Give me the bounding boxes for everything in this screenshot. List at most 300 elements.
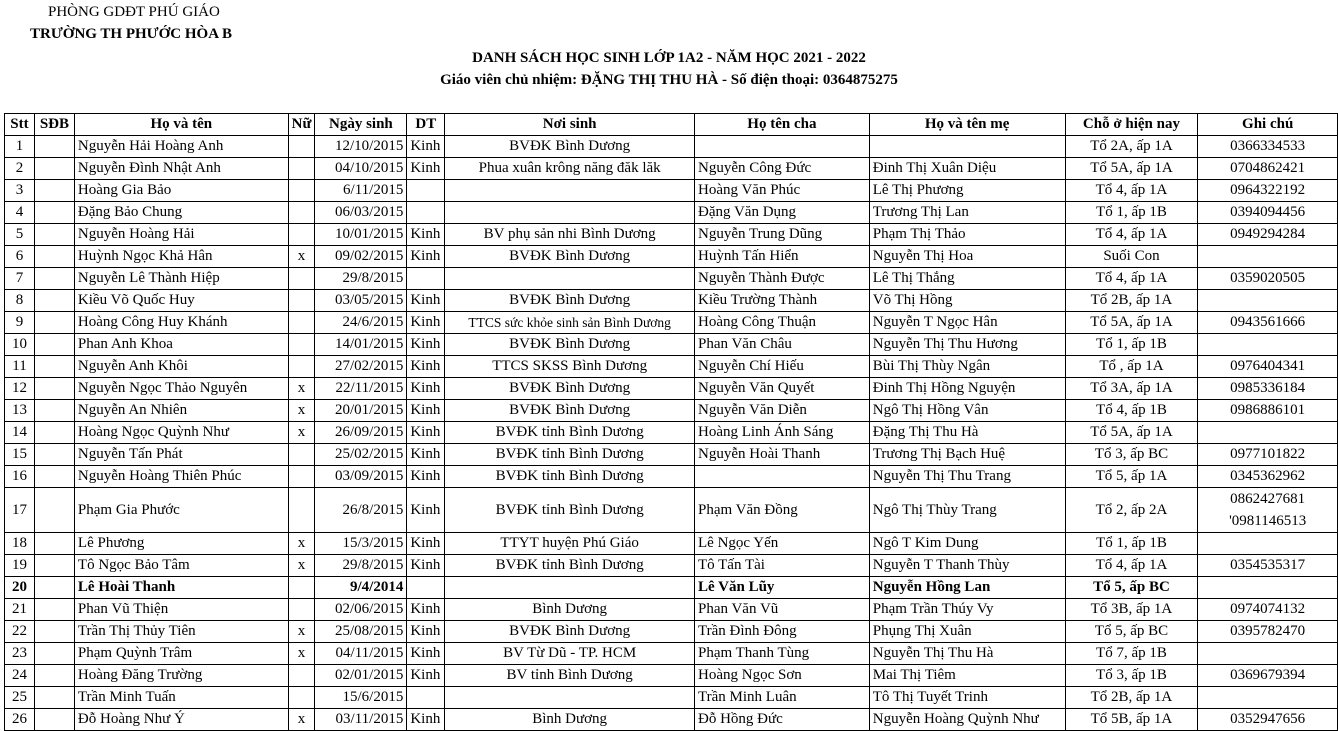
cell-sdb — [34, 136, 74, 158]
cell-address: Tổ 4, ấp 1A — [1065, 555, 1198, 577]
table-row — [5, 356, 1338, 378]
cell-address: Suối Con — [1065, 246, 1198, 268]
cell-birthplace: TTYT huyện Phú Giáo — [445, 533, 695, 555]
cell-name: Phạm Gia Phước — [74, 488, 288, 533]
cell-mother: Mai Thị Tiêm — [869, 665, 1065, 687]
cell-sdb — [34, 290, 74, 312]
cell-ethnic: Kinh — [407, 488, 445, 533]
table-row — [5, 687, 1338, 709]
cell-father: Phạm Thanh Tùng — [695, 643, 870, 665]
cell-note: 0985336184 — [1198, 378, 1338, 400]
cell-female: x — [288, 621, 315, 643]
cell-stt: 1 — [5, 136, 35, 158]
cell-ethnic: Kinh — [407, 599, 445, 621]
cell-ethnic: Kinh — [407, 158, 445, 180]
cell-birthplace — [445, 577, 695, 599]
table-row — [5, 268, 1338, 290]
student-list-table — [4, 113, 1338, 731]
cell-stt: 21 — [5, 599, 35, 621]
cell-sdb — [34, 466, 74, 488]
cell-address: Tổ 5A, ấp 1A — [1065, 312, 1198, 334]
cell-female — [288, 334, 315, 356]
cell-birthplace: TTCS sức khỏe sinh sản Bình Dương — [445, 312, 695, 334]
cell-sdb — [34, 356, 74, 378]
cell-mother: Nguyễn Thị Thu Hương — [869, 334, 1065, 356]
cell-birthplace — [445, 687, 695, 709]
col-dob-header: Ngày sinh — [315, 114, 407, 136]
col-stt-header: Stt — [5, 114, 35, 136]
cell-birthplace: Phua xuân krông năng đăk lăk — [445, 158, 695, 180]
table-row — [5, 158, 1338, 180]
cell-stt: 26 — [5, 709, 35, 731]
cell-ethnic: Kinh — [407, 400, 445, 422]
cell-dob: 02/01/2015 — [315, 665, 407, 687]
cell-mother: Ngô Thị Thùy Trang — [869, 488, 1065, 533]
cell-note: 0976404341 — [1198, 356, 1338, 378]
table-row — [5, 312, 1338, 334]
cell-birthplace: BVĐK Bình Dương — [445, 400, 695, 422]
cell-stt: 5 — [5, 224, 35, 246]
cell-sdb — [34, 422, 74, 444]
cell-mother: Trương Thị Bạch Huệ — [869, 444, 1065, 466]
cell-note: 0394094456 — [1198, 202, 1338, 224]
cell-note: 0977101822 — [1198, 444, 1338, 466]
cell-ethnic: Kinh — [407, 665, 445, 687]
cell-birthplace: BV phụ sản nhi Bình Dương — [445, 224, 695, 246]
cell-sdb — [34, 378, 74, 400]
cell-sdb — [34, 400, 74, 422]
table-row — [5, 621, 1338, 643]
cell-mother: Phụng Thị Xuân — [869, 621, 1065, 643]
cell-dob: 15/3/2015 — [315, 533, 407, 555]
cell-sdb — [34, 444, 74, 466]
cell-mother: Tô Thị Tuyết Trinh — [869, 687, 1065, 709]
cell-father: Phạm Văn Đồng — [695, 488, 870, 533]
cell-address: Tổ 1, ấp 1B — [1065, 202, 1198, 224]
cell-mother: Trương Thị Lan — [869, 202, 1065, 224]
cell-address: Tổ 2B, ấp 1A — [1065, 290, 1198, 312]
cell-stt: 24 — [5, 665, 35, 687]
table-row — [5, 180, 1338, 202]
cell-stt: 18 — [5, 533, 35, 555]
table-row — [5, 665, 1338, 687]
cell-address: Tổ 3, ấp 1B — [1065, 665, 1198, 687]
cell-address: Tổ 1, ấp 1B — [1065, 533, 1198, 555]
cell-dob: 03/05/2015 — [315, 290, 407, 312]
cell-stt: 12 — [5, 378, 35, 400]
cell-name: Trần Thị Thủy Tiên — [74, 621, 288, 643]
table-row — [5, 444, 1338, 466]
cell-ethnic — [407, 180, 445, 202]
cell-ethnic: Kinh — [407, 290, 445, 312]
cell-name: Hoàng Đăng Trường — [74, 665, 288, 687]
cell-mother: Phạm Trần Thúy Vy — [869, 599, 1065, 621]
cell-ethnic: Kinh — [407, 709, 445, 731]
cell-note: 0359020505 — [1198, 268, 1338, 290]
cell-dob: 9/4/2014 — [315, 577, 407, 599]
cell-dob: 22/11/2015 — [315, 378, 407, 400]
cell-ethnic: Kinh — [407, 246, 445, 268]
cell-father: Lê Ngọc Yến — [695, 533, 870, 555]
cell-mother: Nguyễn T Ngọc Hân — [869, 312, 1065, 334]
cell-ethnic: Kinh — [407, 466, 445, 488]
cell-dob: 29/8/2015 — [315, 555, 407, 577]
cell-female — [288, 136, 315, 158]
cell-female — [288, 665, 315, 687]
cell-dob: 03/09/2015 — [315, 466, 407, 488]
cell-mother — [869, 136, 1065, 158]
cell-address: Tổ 1, ấp 1B — [1065, 334, 1198, 356]
phone-line-2: '0981146513 — [1229, 513, 1307, 529]
cell-ethnic: Kinh — [407, 621, 445, 643]
cell-sdb — [34, 180, 74, 202]
cell-address: Tổ 4, ấp 1A — [1065, 180, 1198, 202]
cell-note: 0369679394 — [1198, 665, 1338, 687]
cell-female — [288, 180, 315, 202]
table-row — [5, 555, 1338, 577]
cell-birthplace: BVĐK tỉnh Bình Dương — [445, 466, 695, 488]
cell-address: Tổ 3, ấp BC — [1065, 444, 1198, 466]
cell-sdb — [34, 533, 74, 555]
cell-birthplace: Bình Dương — [445, 599, 695, 621]
cell-stt: 4 — [5, 202, 35, 224]
cell-note: 0354535317 — [1198, 555, 1338, 577]
cell-father: Đỗ Hồng Đức — [695, 709, 870, 731]
cell-father — [695, 136, 870, 158]
cell-dob: 04/10/2015 — [315, 158, 407, 180]
cell-address: Tổ 2, ấp 2A — [1065, 488, 1198, 533]
table-row — [5, 599, 1338, 621]
cell-female — [288, 312, 315, 334]
cell-mother: Phạm Thị Thảo — [869, 224, 1065, 246]
cell-name: Nguyễn Ngọc Thảo Nguyên — [74, 378, 288, 400]
cell-name: Nguyễn Hoàng Thiên Phúc — [74, 466, 288, 488]
col-female-header: Nữ — [288, 114, 315, 136]
cell-ethnic: Kinh — [407, 378, 445, 400]
cell-ethnic: Kinh — [407, 356, 445, 378]
cell-female: x — [288, 555, 315, 577]
cell-ethnic: Kinh — [407, 136, 445, 158]
table-row — [5, 224, 1338, 246]
table-row — [5, 202, 1338, 224]
cell-female: x — [288, 400, 315, 422]
cell-stt: 15 — [5, 444, 35, 466]
cell-name: Phan Anh Khoa — [74, 334, 288, 356]
cell-dob: 26/09/2015 — [315, 422, 407, 444]
col-sdb-header: SĐB — [34, 114, 74, 136]
cell-dob: 10/01/2015 — [315, 224, 407, 246]
cell-father: Nguyễn Thành Được — [695, 268, 870, 290]
cell-birthplace: BVĐK tỉnh Bình Dương — [445, 444, 695, 466]
cell-note: 0352947656 — [1198, 709, 1338, 731]
cell-ethnic: Kinh — [407, 444, 445, 466]
cell-name: Hoàng Công Huy Khánh — [74, 312, 288, 334]
phone-line-1: 0862427681 — [1230, 491, 1306, 507]
cell-dob: 15/6/2015 — [315, 687, 407, 709]
cell-mother: Đinh Thị Xuân Diệu — [869, 158, 1065, 180]
cell-name: Hoàng Gia Bảo — [74, 180, 288, 202]
teacher-line: Giáo viên chủ nhiệm: ĐẶNG THỊ THU HÀ - Số điện thoại: 0364875275 — [440, 72, 898, 88]
cell-female — [288, 488, 315, 533]
cell-stt: 7 — [5, 268, 35, 290]
cell-birthplace: Bình Dương — [445, 709, 695, 731]
cell-father: Nguyễn Chí Hiếu — [695, 356, 870, 378]
cell-address: Tổ 5, ấp BC — [1065, 577, 1198, 599]
cell-female: x — [288, 533, 315, 555]
cell-stt: 10 — [5, 334, 35, 356]
cell-dob: 02/06/2015 — [315, 599, 407, 621]
cell-father: Hoàng Ngọc Sơn — [695, 665, 870, 687]
cell-stt: 3 — [5, 180, 35, 202]
cell-father: Hoàng Văn Phúc — [695, 180, 870, 202]
cell-address: Tổ , ấp 1A — [1065, 356, 1198, 378]
cell-stt: 17 — [5, 488, 35, 533]
cell-ethnic — [407, 268, 445, 290]
cell-sdb — [34, 202, 74, 224]
table-row — [5, 378, 1338, 400]
cell-mother: Nguyễn Thị Thu Hà — [869, 643, 1065, 665]
cell-ethnic — [407, 687, 445, 709]
cell-father: Nguyễn Văn Quyết — [695, 378, 870, 400]
cell-dob: 04/11/2015 — [315, 643, 407, 665]
cell-note — [1198, 577, 1338, 599]
cell-birthplace: BVĐK tỉnh Bình Dương — [445, 422, 695, 444]
cell-note: 0974074132 — [1198, 599, 1338, 621]
cell-stt: 9 — [5, 312, 35, 334]
cell-address: Tổ 2B, ấp 1A — [1065, 687, 1198, 709]
cell-mother: Võ Thị Hồng — [869, 290, 1065, 312]
cell-name: Nguyễn Hoàng Hải — [74, 224, 288, 246]
cell-female: x — [288, 709, 315, 731]
cell-name: Trần Minh Tuấn — [74, 687, 288, 709]
cell-female — [288, 290, 315, 312]
cell-name: Lê Phương — [74, 533, 288, 555]
table-row — [5, 533, 1338, 555]
cell-father: Kiều Trường Thành — [695, 290, 870, 312]
cell-sdb — [34, 555, 74, 577]
cell-stt: 25 — [5, 687, 35, 709]
cell-father: Hoàng Công Thuận — [695, 312, 870, 334]
cell-mother: Nguyễn Hồng Lan — [869, 577, 1065, 599]
cell-mother: Ngô T Kim Dung — [869, 533, 1065, 555]
cell-address: Tổ 5B, ấp 1A — [1065, 709, 1198, 731]
cell-stt: 19 — [5, 555, 35, 577]
cell-stt: 6 — [5, 246, 35, 268]
cell-birthplace: BVĐK tỉnh Bình Dương — [445, 555, 695, 577]
cell-sdb — [34, 312, 74, 334]
cell-mother: Ngô Thị Hồng Vân — [869, 400, 1065, 422]
cell-mother: Nguyễn Thị Thu Trang — [869, 466, 1065, 488]
cell-mother: Đặng Thị Thu Hà — [869, 422, 1065, 444]
cell-female — [288, 577, 315, 599]
cell-note — [1198, 422, 1338, 444]
cell-birthplace: BVĐK Bình Dương — [445, 290, 695, 312]
cell-mother: Nguyễn Thị Hoa — [869, 246, 1065, 268]
cell-sdb — [34, 488, 74, 533]
cell-birthplace: BVĐK tỉnh Bình Dương — [445, 488, 695, 533]
cell-dob: 25/08/2015 — [315, 621, 407, 643]
cell-female — [288, 599, 315, 621]
cell-note: 0345362962 — [1198, 466, 1338, 488]
cell-birthplace: BVĐK Bình Dương — [445, 334, 695, 356]
cell-address: Tổ 3B, ấp 1A — [1065, 599, 1198, 621]
table-body — [5, 136, 1338, 731]
col-note-header: Ghi chú — [1198, 114, 1338, 136]
cell-name: Lê Hoài Thanh — [74, 577, 288, 599]
cell-name: Nguyễn Lê Thành Hiệp — [74, 268, 288, 290]
cell-sdb — [34, 709, 74, 731]
cell-female — [288, 268, 315, 290]
cell-female — [288, 202, 315, 224]
cell-name: Tô Ngọc Bảo Tâm — [74, 555, 288, 577]
cell-name: Đỗ Hoàng Như Ý — [74, 709, 288, 731]
cell-address: Tổ 5, ấp 1A — [1065, 466, 1198, 488]
cell-note — [1198, 290, 1338, 312]
cell-stt: 2 — [5, 158, 35, 180]
cell-note — [1198, 687, 1338, 709]
cell-name: Nguyễn An Nhiên — [74, 400, 288, 422]
col-birthplace-header: Nơi sinh — [445, 114, 695, 136]
cell-father: Đặng Văn Dụng — [695, 202, 870, 224]
cell-birthplace: BVĐK Bình Dương — [445, 621, 695, 643]
col-address-header: Chỗ ở hiện nay — [1065, 114, 1198, 136]
cell-sdb — [34, 687, 74, 709]
cell-sdb — [34, 334, 74, 356]
cell-note — [1198, 334, 1338, 356]
col-ethnic-header: DT — [407, 114, 445, 136]
cell-dob: 12/10/2015 — [315, 136, 407, 158]
cell-female: x — [288, 422, 315, 444]
cell-birthplace: TTCS SKSS Bình Dương — [445, 356, 695, 378]
col-name-header: Họ và tên — [74, 114, 288, 136]
cell-ethnic: Kinh — [407, 643, 445, 665]
table-row — [5, 400, 1338, 422]
cell-note: 0366334533 — [1198, 136, 1338, 158]
cell-mother: Đinh Thị Hồng Nguyện — [869, 378, 1065, 400]
cell-father: Phan Văn Vũ — [695, 599, 870, 621]
cell-female: x — [288, 643, 315, 665]
cell-sdb — [34, 268, 74, 290]
cell-sdb — [34, 665, 74, 687]
table-header-row — [5, 114, 1338, 136]
cell-stt: 8 — [5, 290, 35, 312]
cell-name: Hoàng Ngọc Quỳnh Như — [74, 422, 288, 444]
cell-father: Lê Văn Lũy — [695, 577, 870, 599]
table-row — [5, 488, 1338, 533]
cell-ethnic: Kinh — [407, 334, 445, 356]
cell-father: Nguyễn Hoài Thanh — [695, 444, 870, 466]
cell-female — [288, 687, 315, 709]
table-row — [5, 290, 1338, 312]
cell-female: x — [288, 378, 315, 400]
cell-father: Phan Văn Châu — [695, 334, 870, 356]
cell-female: x — [288, 246, 315, 268]
cell-father: Trần Minh Luân — [695, 687, 870, 709]
cell-note: 0964322192 — [1198, 180, 1338, 202]
cell-dob: 24/6/2015 — [315, 312, 407, 334]
cell-father: Tô Tấn Tài — [695, 555, 870, 577]
cell-note: 0704862421 — [1198, 158, 1338, 180]
cell-ethnic — [407, 202, 445, 224]
table-row — [5, 577, 1338, 599]
table-row — [5, 334, 1338, 356]
col-mother-header: Họ và tên mẹ — [869, 114, 1065, 136]
cell-birthplace: BV tỉnh Bình Dương — [445, 665, 695, 687]
cell-father: Huỳnh Tấn Hiển — [695, 246, 870, 268]
cell-name: Nguyễn Anh Khôi — [74, 356, 288, 378]
cell-sdb — [34, 158, 74, 180]
table-row — [5, 136, 1338, 158]
cell-name: Đặng Bảo Chung — [74, 202, 288, 224]
cell-birthplace — [445, 202, 695, 224]
cell-ethnic: Kinh — [407, 224, 445, 246]
cell-stt: 22 — [5, 621, 35, 643]
cell-address: Tổ 5, ấp BC — [1065, 621, 1198, 643]
cell-birthplace: BVĐK Bình Dương — [445, 378, 695, 400]
cell-father: Nguyễn Trung Dũng — [695, 224, 870, 246]
cell-address: Tổ 5A, ấp 1A — [1065, 422, 1198, 444]
cell-female — [288, 356, 315, 378]
cell-name: Nguyễn Tấn Phát — [74, 444, 288, 466]
table-row — [5, 466, 1338, 488]
cell-note: 0986886101 — [1198, 400, 1338, 422]
cell-dob: 06/03/2015 — [315, 202, 407, 224]
cell-father: Nguyễn Công Đức — [695, 158, 870, 180]
cell-address: Tổ 3A, ấp 1A — [1065, 378, 1198, 400]
cell-sdb — [34, 599, 74, 621]
cell-dob: 14/01/2015 — [315, 334, 407, 356]
cell-ethnic — [407, 577, 445, 599]
cell-father: Nguyễn Văn Diễn — [695, 400, 870, 422]
cell-ethnic: Kinh — [407, 533, 445, 555]
cell-note: 0943561666 — [1198, 312, 1338, 334]
cell-dob: 03/11/2015 — [315, 709, 407, 731]
document-title: DANH SÁCH HỌC SINH LỚP 1A2 - NĂM HỌC 2021 - 2022 — [472, 50, 866, 66]
cell-stt: 23 — [5, 643, 35, 665]
cell-stt: 11 — [5, 356, 35, 378]
cell-sdb — [34, 621, 74, 643]
cell-stt: 13 — [5, 400, 35, 422]
table-row — [5, 643, 1338, 665]
cell-note — [1198, 533, 1338, 555]
cell-female — [288, 466, 315, 488]
cell-female — [288, 158, 315, 180]
cell-mother: Lê Thị Thắng — [869, 268, 1065, 290]
cell-father — [695, 466, 870, 488]
table-row — [5, 246, 1338, 268]
cell-mother: Lê Thị Phương — [869, 180, 1065, 202]
cell-name: Kiều Võ Quốc Huy — [74, 290, 288, 312]
cell-dob: 26/8/2015 — [315, 488, 407, 533]
cell-name: Nguyễn Hải Hoàng Anh — [74, 136, 288, 158]
cell-note — [1198, 643, 1338, 665]
cell-name: Huỳnh Ngọc Khả Hân — [74, 246, 288, 268]
cell-sdb — [34, 246, 74, 268]
table-row — [5, 422, 1338, 444]
cell-dob: 25/02/2015 — [315, 444, 407, 466]
cell-dob: 20/01/2015 — [315, 400, 407, 422]
cell-address: Tổ 7, ấp 1B — [1065, 643, 1198, 665]
cell-birthplace: BVĐK Bình Dương — [445, 246, 695, 268]
cell-address: Tổ 2A, ấp 1A — [1065, 136, 1198, 158]
cell-ethnic: Kinh — [407, 422, 445, 444]
cell-ethnic: Kinh — [407, 555, 445, 577]
table-row — [5, 709, 1338, 731]
cell-dob: 29/8/2015 — [315, 268, 407, 290]
cell-father: Hoàng Linh Ánh Sáng — [695, 422, 870, 444]
cell-address: Tổ 5A, ấp 1A — [1065, 158, 1198, 180]
cell-stt: 14 — [5, 422, 35, 444]
